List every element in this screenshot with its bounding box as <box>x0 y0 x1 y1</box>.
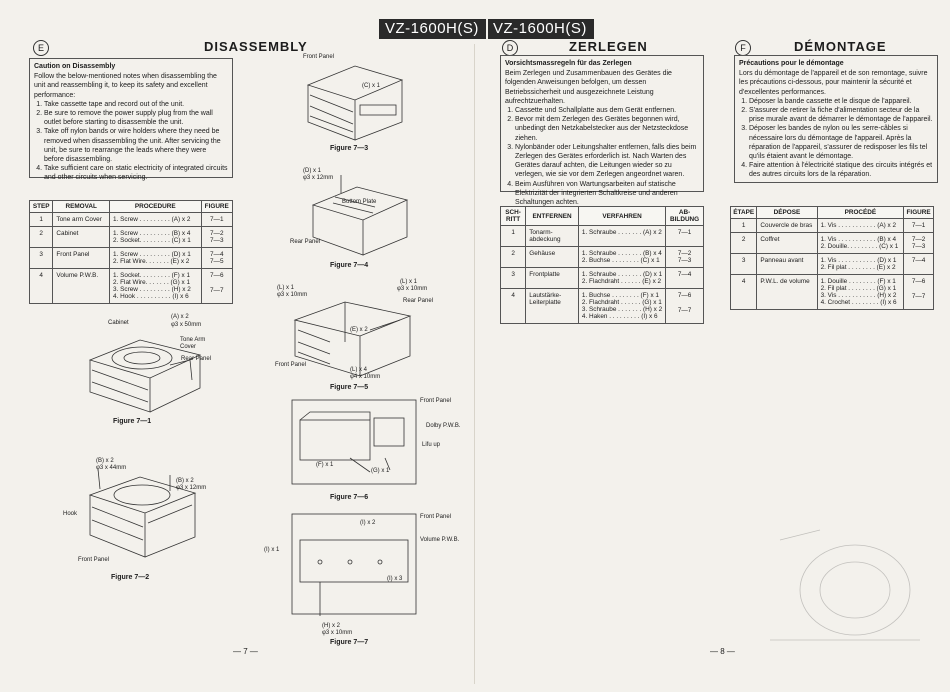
fig75-l2: (L) x 1 <box>400 279 418 285</box>
step-cell: 3 <box>30 248 53 269</box>
col-header: FIGURE <box>904 207 934 219</box>
figure-cell <box>904 233 934 254</box>
table-row <box>731 275 934 310</box>
step-cell: 1 <box>501 226 526 247</box>
figure-cell <box>201 213 233 227</box>
fig71-screw-size: φ3 x 50mm <box>171 322 202 328</box>
figure-cell <box>666 289 704 324</box>
caution-title: Précautions pour le démontage <box>739 60 844 67</box>
fig77-volume: Volume P.W.B. <box>420 537 460 543</box>
step-cell: 2 <box>501 247 526 268</box>
removal-cell: P.W.L. de volume <box>757 275 817 310</box>
fig77-i2: (I) x 2 <box>360 520 376 526</box>
procedure-cell <box>578 247 665 268</box>
figure-ref: 7—3 <box>210 237 224 244</box>
figure-ref: 7—6 <box>210 272 224 279</box>
procedure-line: 2. Socket. . . . . . . . . (C) x 1 <box>113 237 191 244</box>
fig77-h: (H) x 2 <box>322 623 340 629</box>
show-through-artwork <box>760 520 930 660</box>
procedure-line: 1. Vis . . . . . . . . . . . (A) x 2 <box>820 222 897 229</box>
procedure-line: 2. Douille. . . . . . . . . (C) x 1 <box>820 243 899 250</box>
procedure-line: 2. Fil plat . . . . . . . . (G) x 1 <box>820 285 897 292</box>
caution-item: 3. Nylonbänder oder Leitungshalter entfernen, falls dies beim Zerlegen des Gerätes erforderlich ist. Nach Warten des Gerätes darauf achten, die Leitungen wieder so zu verlegen, wie sie vor dem Zerlegen angeordnet waren. <box>515 143 699 180</box>
procedure-line: 1. Socket. . . . . . . . . (F) x 1 <box>113 272 191 279</box>
procedure-line: 4. Haken . . . . . . . . . (I) x 6 <box>581 313 658 320</box>
figure-7-2-drawing <box>70 465 220 565</box>
procedure-line: 1. Schraube . . . . . . . (B) x 4 <box>581 250 662 257</box>
procedure-line: 1. Buchse . . . . . . . . (F) x 1 <box>581 292 659 299</box>
procedure-cell <box>578 289 665 324</box>
procedure-cell <box>817 275 904 310</box>
table-row <box>501 268 704 289</box>
fig77-i3: (I) x 3 <box>387 576 403 582</box>
procedure-cell <box>110 213 201 227</box>
fig71-rear-panel-label: Rear Panel <box>181 356 212 362</box>
english-steps-table <box>29 200 233 304</box>
removal-cell: Coffret <box>757 233 817 254</box>
figure-ref: 7—1 <box>677 229 692 236</box>
fig71-screw-label: (A) x 2 <box>171 314 189 320</box>
caution-list <box>34 100 228 183</box>
col-header: PROCEDURE <box>110 201 201 213</box>
step-cell: 2 <box>30 227 53 248</box>
fig73-front-panel: Front Panel <box>303 54 335 60</box>
figure-7-1-caption: Figure 7—1 <box>113 418 152 425</box>
col-header: REMOVAL <box>53 201 110 213</box>
figure-cell <box>904 275 934 310</box>
caution-intro: Follow the below-mentioned notes when disassembling the unit and reassembling it, to keep its safety and excellent performance: <box>34 73 217 99</box>
removal-cell: Tonarm-abdeckung <box>526 226 579 247</box>
caution-item: 1. Déposer la bande cassette et le disque de l'appareil. <box>749 97 933 106</box>
fig75-l2-size: φ3 x 10mm <box>397 286 428 292</box>
german-steps-table <box>500 206 704 324</box>
fig76-lifu: Lifu up <box>422 442 441 448</box>
english-title: DISASSEMBLY <box>204 39 308 54</box>
table-row <box>30 213 233 227</box>
step-cell: 4 <box>30 269 53 304</box>
caution-intro: Beim Zerlegen und Zusammenbauen des Gerätes die folgenden Anweisungen befolgen, um dessen Betriebssicherheit und ausgezeichnete Leistung aufrechtzuerhalten. <box>505 70 672 105</box>
figure-7-3-drawing <box>300 60 410 145</box>
figure-cell <box>904 254 934 275</box>
fig73-c-label: (C) x 1 <box>362 83 380 89</box>
step-cell: 4 <box>501 289 526 324</box>
col-header: STEP <box>30 201 53 213</box>
table-row <box>501 289 704 324</box>
fig75-l4-size: φ4 x 10mm <box>350 374 381 380</box>
figure-cell <box>904 219 934 233</box>
french-title: DÉMONTAGE <box>794 39 887 54</box>
procedure-line: 2. Flachdraht . . . . . . (E) x 2 <box>581 278 662 285</box>
table-row <box>30 227 233 248</box>
procedure-line: 1. Screw . . . . . . . . . (B) x 4 <box>113 230 191 237</box>
figure-7-6-caption: Figure 7—6 <box>330 494 369 501</box>
caution-title: Caution on Disassembly <box>34 63 116 70</box>
table-row <box>30 248 233 269</box>
caution-item: 1. Cassette und Schallplatte aus dem Gerät entfernen. <box>515 106 699 115</box>
figure-cell <box>666 268 704 289</box>
figure-ref: 7—2 <box>911 236 926 243</box>
procedure-line: 1. Schraube . . . . . . . (D) x 1 <box>581 271 663 278</box>
fig71-cabinet-label: Cabinet <box>108 320 129 326</box>
fig76-f: (F) x 1 <box>316 462 334 468</box>
procedure-line: 1. Vis . . . . . . . . . . . (D) x 1 <box>820 257 897 264</box>
fig75-l1-size: φ3 x 10mm <box>277 292 308 298</box>
fig74-d-size: φ3 x 12mm <box>303 175 334 181</box>
fig72-b-screw: (B) x 2 <box>96 458 114 464</box>
header-divider <box>486 19 488 39</box>
removal-cell: Panneau avant <box>757 254 817 275</box>
table-row <box>731 233 934 254</box>
caution-item: 3. Déposer les bandes de nylon ou les serre-câbles si nécessaire lors du démontage de l'appareil. Après la réparation de l'appareil, s'assurer de redisposer les fils tel qu'ils étaient avant le démontage. <box>749 124 933 161</box>
procedure-line: 2. Flachdraht . . . . . . (G) x 1 <box>581 299 662 306</box>
table-row <box>501 226 704 247</box>
procedure-line: 1. Screw . . . . . . . . . (D) x 1 <box>113 251 191 258</box>
caution-item: 4. Faire attention à l'électricité statique des circuits intégrés et des autres circuits lors de la réparation. <box>749 161 933 179</box>
figure-7-1-drawing <box>80 320 220 415</box>
figure-ref: 7—6 <box>911 278 926 285</box>
french-caution <box>734 55 938 183</box>
col-header: VERFAHREN <box>578 207 665 226</box>
table-row <box>501 247 704 268</box>
caution-item: 1. Take cassette tape and record out of the unit. <box>44 100 228 109</box>
procedure-cell <box>110 248 201 269</box>
procedure-line: 3. Schraube . . . . . . . (H) x 2 <box>581 306 663 313</box>
procedure-cell <box>578 268 665 289</box>
figure-ref: 7—3 <box>677 257 692 264</box>
fig71-cover-label: Cover <box>180 344 197 350</box>
german-title: ZERLEGEN <box>569 39 648 54</box>
figure-cell <box>666 247 704 268</box>
model-header <box>379 19 594 39</box>
caution-list <box>739 97 933 180</box>
fig72-b-screw2: (B) x 2 <box>176 478 194 484</box>
caution-item: 3. Take off nylon bands or wire holders where they need be removed when disassembling the unit. After servicing the unit, be sure to rearrange the leads where they were before disassembling. <box>44 127 228 164</box>
figure-cell <box>666 226 704 247</box>
figure-ref: 7—7 <box>677 307 692 314</box>
page-number-8: — 8 — <box>710 647 735 656</box>
caution-intro: Lors du démontage de l'appareil et de son remontage, suivre les précautions ci-dessous, pour maintenir la sécurité et d'excellentes performances. <box>739 70 928 96</box>
col-header: ÉTAPE <box>731 207 757 219</box>
figure-ref: 7—2 <box>210 230 224 237</box>
caution-title: Vorsichtsmassregeln für das Zerlegen <box>505 60 632 67</box>
procedure-line: 2. Fil plat . . . . . . . . (E) x 2 <box>820 264 896 271</box>
table-row <box>731 219 934 233</box>
procedure-cell <box>817 254 904 275</box>
figure-7-7-caption: Figure 7—7 <box>330 639 369 646</box>
caution-item: 4. Take sufficient care on static electricity of integrated circuits and other circuits when servicing. <box>44 164 228 182</box>
procedure-line: 2. Buchse . . . . . . . . (C) x 1 <box>581 257 660 264</box>
col-header: ENTFERNEN <box>526 207 579 226</box>
german-caution <box>500 55 704 207</box>
removal-cell: Tone arm Cover <box>53 213 110 227</box>
figure-7-2-caption: Figure 7—2 <box>111 574 150 581</box>
removal-cell: Volume P.W.B. <box>53 269 110 304</box>
fig74-d-label: (D) x 1 <box>303 168 321 174</box>
col-header: DÉPOSE <box>757 207 817 219</box>
english-caution <box>29 58 233 182</box>
step-cell: 4 <box>731 275 757 310</box>
fig76-dolby: Dolby P.W.B. <box>426 423 461 429</box>
procedure-line: 3. Vis . . . . . . . . . . . (H) x 2 <box>820 292 897 299</box>
col-header: SCH-RITT <box>501 207 526 226</box>
step-cell: 2 <box>731 233 757 254</box>
model-right: VZ-1600H(S) <box>493 20 587 37</box>
col-header: FIGURE <box>201 201 233 213</box>
french-mark: F <box>735 40 751 56</box>
figure-7-5-caption: Figure 7—5 <box>330 384 369 391</box>
removal-cell: Gehäuse <box>526 247 579 268</box>
figure-7-7-drawing <box>290 512 420 622</box>
caution-item: 2. Be sure to remove the power supply plug from the wall outlet before starting to disassemble the unit. <box>44 109 228 127</box>
fig75-l1: (L) x 1 <box>277 285 295 291</box>
figure-ref: 7—5 <box>210 258 224 265</box>
fig75-front-panel: Front Panel <box>275 362 307 368</box>
procedure-line: 2. Flat Wire. . . . . . . (G) x 1 <box>113 279 191 286</box>
procedure-line: 2. Flat Wire. . . . . . . (E) x 2 <box>113 258 190 265</box>
removal-cell: Couvercle de bras <box>757 219 817 233</box>
french-steps-table <box>730 206 934 310</box>
figure-cell <box>201 248 233 269</box>
table-row <box>731 254 934 275</box>
procedure-cell <box>110 227 201 248</box>
procedure-cell <box>578 226 665 247</box>
procedure-cell <box>110 269 201 304</box>
figure-cell <box>201 269 233 304</box>
page-fold <box>474 44 475 684</box>
figure-ref: 7—1 <box>911 222 926 229</box>
procedure-line: 3. Screw . . . . . . . . . (H) x 2 <box>113 286 191 293</box>
removal-cell: Lautstärke-Leiterplatte <box>526 289 579 324</box>
figure-7-6-drawing <box>290 398 420 488</box>
figure-ref: 7—1 <box>210 216 224 223</box>
procedure-cell <box>817 233 904 254</box>
procedure-line: 1. Schraube . . . . . . . (A) x 2 <box>581 229 662 236</box>
step-cell: 1 <box>731 219 757 233</box>
table-row <box>30 269 233 304</box>
fig72-b-size2: φ3 x 12mm <box>176 485 207 491</box>
step-cell: 3 <box>731 254 757 275</box>
figure-ref: 7—4 <box>677 271 692 278</box>
figure-ref: 7—4 <box>210 251 224 258</box>
english-mark: E <box>33 40 49 56</box>
caution-item: 2. Bevor mit dem Zerlegen des Gerätes begonnen wird, unbedingt den Netzkabelstecker aus der Netzsteckdose ziehen. <box>515 115 699 143</box>
col-header: PROCÉDÉ <box>817 207 904 219</box>
fig77-i1: (I) x 1 <box>264 547 280 553</box>
procedure-line: 4. Crochet . . . . . . . . (I) x 6 <box>820 299 897 306</box>
fig72-front-panel-label: Front Panel <box>78 557 110 563</box>
figure-ref: 7—6 <box>677 292 692 299</box>
fig77-front-panel: Front Panel <box>420 514 452 520</box>
fig74-bottom-plate: Bottom Plate <box>342 199 377 205</box>
fig74-rear-panel: Rear Panel <box>290 239 321 245</box>
figure-7-4-drawing <box>305 175 415 260</box>
procedure-line: 1. Vis . . . . . . . . . . . (B) x 4 <box>820 236 897 243</box>
fig77-h-size: φ3 x 10mm <box>322 630 353 636</box>
figure-ref: 7—2 <box>677 250 692 257</box>
fig71-tonearm-label: Tone Arm <box>180 337 206 343</box>
figure-ref: 7—4 <box>911 257 926 264</box>
page-number-7: — 7 — <box>233 647 258 656</box>
step-cell: 1 <box>30 213 53 227</box>
figure-7-4-caption: Figure 7—4 <box>330 262 369 269</box>
german-mark: D <box>502 40 518 56</box>
caution-item: 2. S'assurer de retirer la fiche d'alimentation secteur de la prise murale avant de démarrer le démontage de l'appareil. <box>749 106 933 124</box>
fig75-l4: (L) x 4 <box>350 367 368 373</box>
col-header: AB-BILDUNG <box>666 207 704 226</box>
fig75-rear-panel: Rear Panel <box>403 298 434 304</box>
removal-cell: Frontplatte <box>526 268 579 289</box>
fig75-e-label: (E) x 2 <box>350 327 368 333</box>
fig76-g: (G) x 1 <box>371 468 390 474</box>
fig72-hook-label: Hook <box>63 511 78 517</box>
removal-cell: Front Panel <box>53 248 110 269</box>
figure-ref: 7—7 <box>911 293 926 300</box>
step-cell: 3 <box>501 268 526 289</box>
model-left: VZ-1600H(S) <box>385 20 479 37</box>
figure-cell <box>201 227 233 248</box>
figure-ref: 7—7 <box>210 287 224 294</box>
removal-cell: Cabinet <box>53 227 110 248</box>
figure-7-3-caption: Figure 7—3 <box>330 145 369 152</box>
procedure-cell <box>817 219 904 233</box>
fig76-front-panel: Front Panel <box>420 398 452 404</box>
caution-item: 4. Beim Ausführen von Wartungsarbeiten auf statische Elektrizität der integrierten Schaltkreise und anderen Schaltungen achten. <box>515 180 699 208</box>
procedure-line: 1. Douille . . . . . . . . (F) x 1 <box>820 278 896 285</box>
procedure-line: 4. Hook . . . . . . . . . . (I) x 6 <box>113 293 189 300</box>
fig72-b-size: φ3 x 44mm <box>96 465 127 471</box>
procedure-line: 1. Screw . . . . . . . . . (A) x 2 <box>113 216 191 223</box>
caution-list <box>505 106 699 207</box>
figure-ref: 7—3 <box>911 243 926 250</box>
